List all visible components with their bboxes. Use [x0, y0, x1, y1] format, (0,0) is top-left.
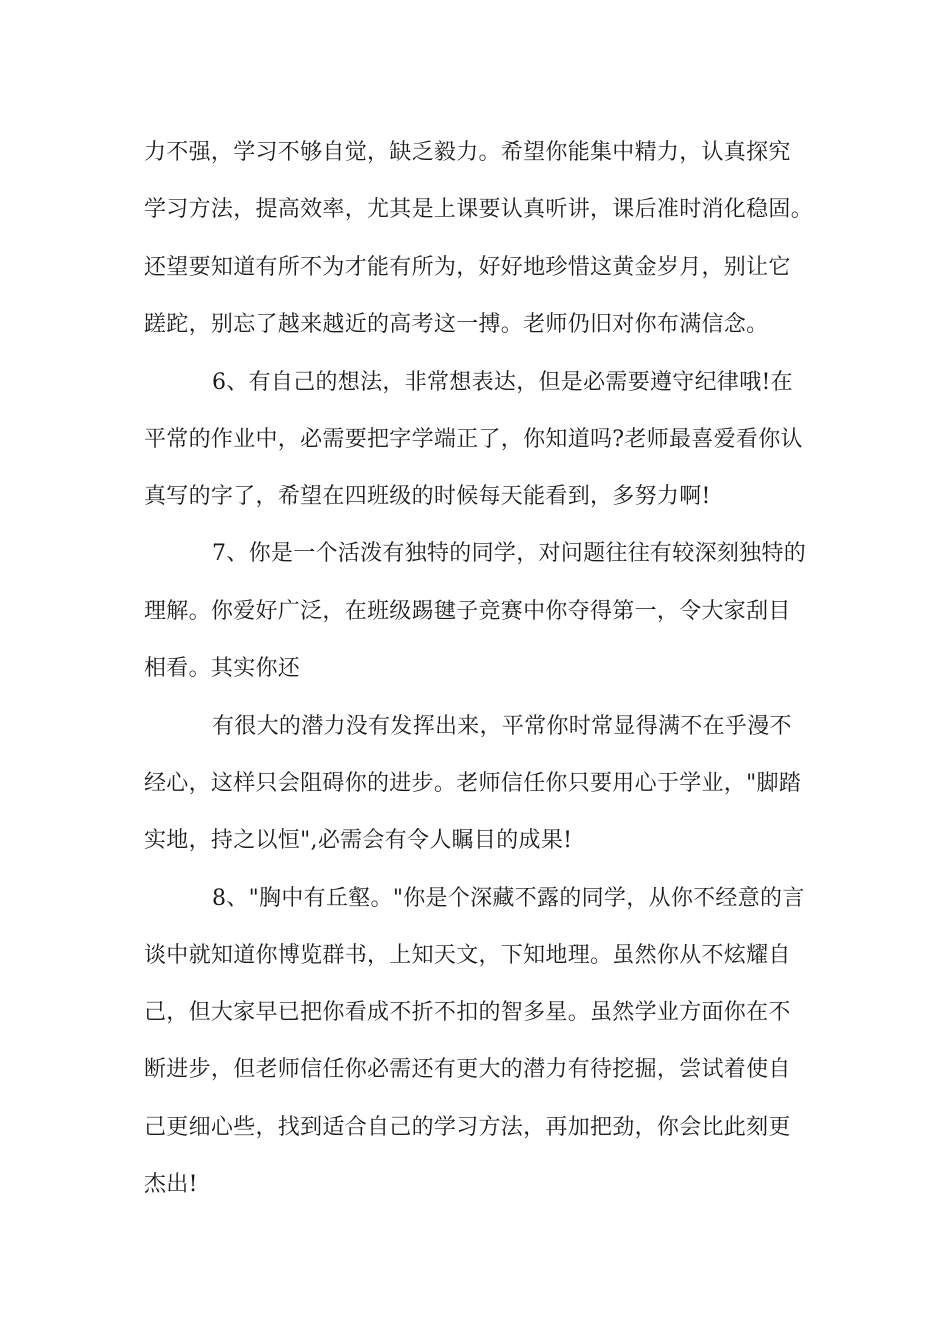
- text-line: 己更细心些，找到适合自己的学习方法，再加把劲，你会比此刻更: [144, 1115, 791, 1140]
- paragraph-7-start: 7、你是一个活泼有独特的同学，对问题往往有较深刻独特的: [212, 541, 807, 566]
- text-line: 学习方法，提高效率，尤其是上课要认真听讲，课后准时消化稳固。: [144, 197, 814, 222]
- text-line: 杰出!: [144, 1172, 198, 1197]
- paragraph-continuation-start: 有很大的潜力没有发挥出来，平常你时常显得满不在乎漫不: [212, 714, 792, 739]
- text-line: 真写的字了，希望在四班级的时候每天能看到，多努力啊!: [144, 484, 711, 509]
- text-line: 经心，这样只会阻碍你的进步。老师信任你只要用心于学业，"脚踏: [144, 771, 802, 796]
- paragraph-6-start: 6、有自己的想法，非常想表达，但是必需要遵守纪律哦!在: [212, 370, 793, 395]
- text-line: 己，但大家早已把你看成不折不扣的智多星。虽然学业方面你在不: [144, 1000, 791, 1025]
- text-line: 谈中就知道你博览群书，上知天文，下知地理。虽然你从不炫耀自: [144, 943, 791, 968]
- text-line: 断进步，但老师信任你必需还有更大的潜力有待挖掘，尝试着使自: [144, 1057, 791, 1082]
- text-line: 相看。其实你还: [144, 656, 301, 681]
- text-line: 蹉跎，别忘了越来越近的高考这一搏。老师仍旧对你布满信念。: [144, 312, 769, 337]
- text-line: 力不强，学习不够自觉，缺乏毅力。希望你能集中精力，认真探究: [144, 140, 791, 165]
- text-line: 平常的作业中，必需要把字学端正了，你知道吗?老师最喜爱看你认: [144, 427, 803, 452]
- text-line: 理解。你爱好广泛，在班级踢毽子竞赛中你夺得第一，令大家刮目: [144, 599, 791, 624]
- text-line: 还望要知道有所不为才能有所为，好好地珍惜这黄金岁月，别让它: [144, 255, 791, 280]
- text-line: 实地，持之以恒",必需会有令人瞩目的成果!: [144, 828, 573, 853]
- paragraph-8-start: 8、"胸中有丘壑。"你是个深藏不露的同学，从你不经意的言: [212, 886, 805, 911]
